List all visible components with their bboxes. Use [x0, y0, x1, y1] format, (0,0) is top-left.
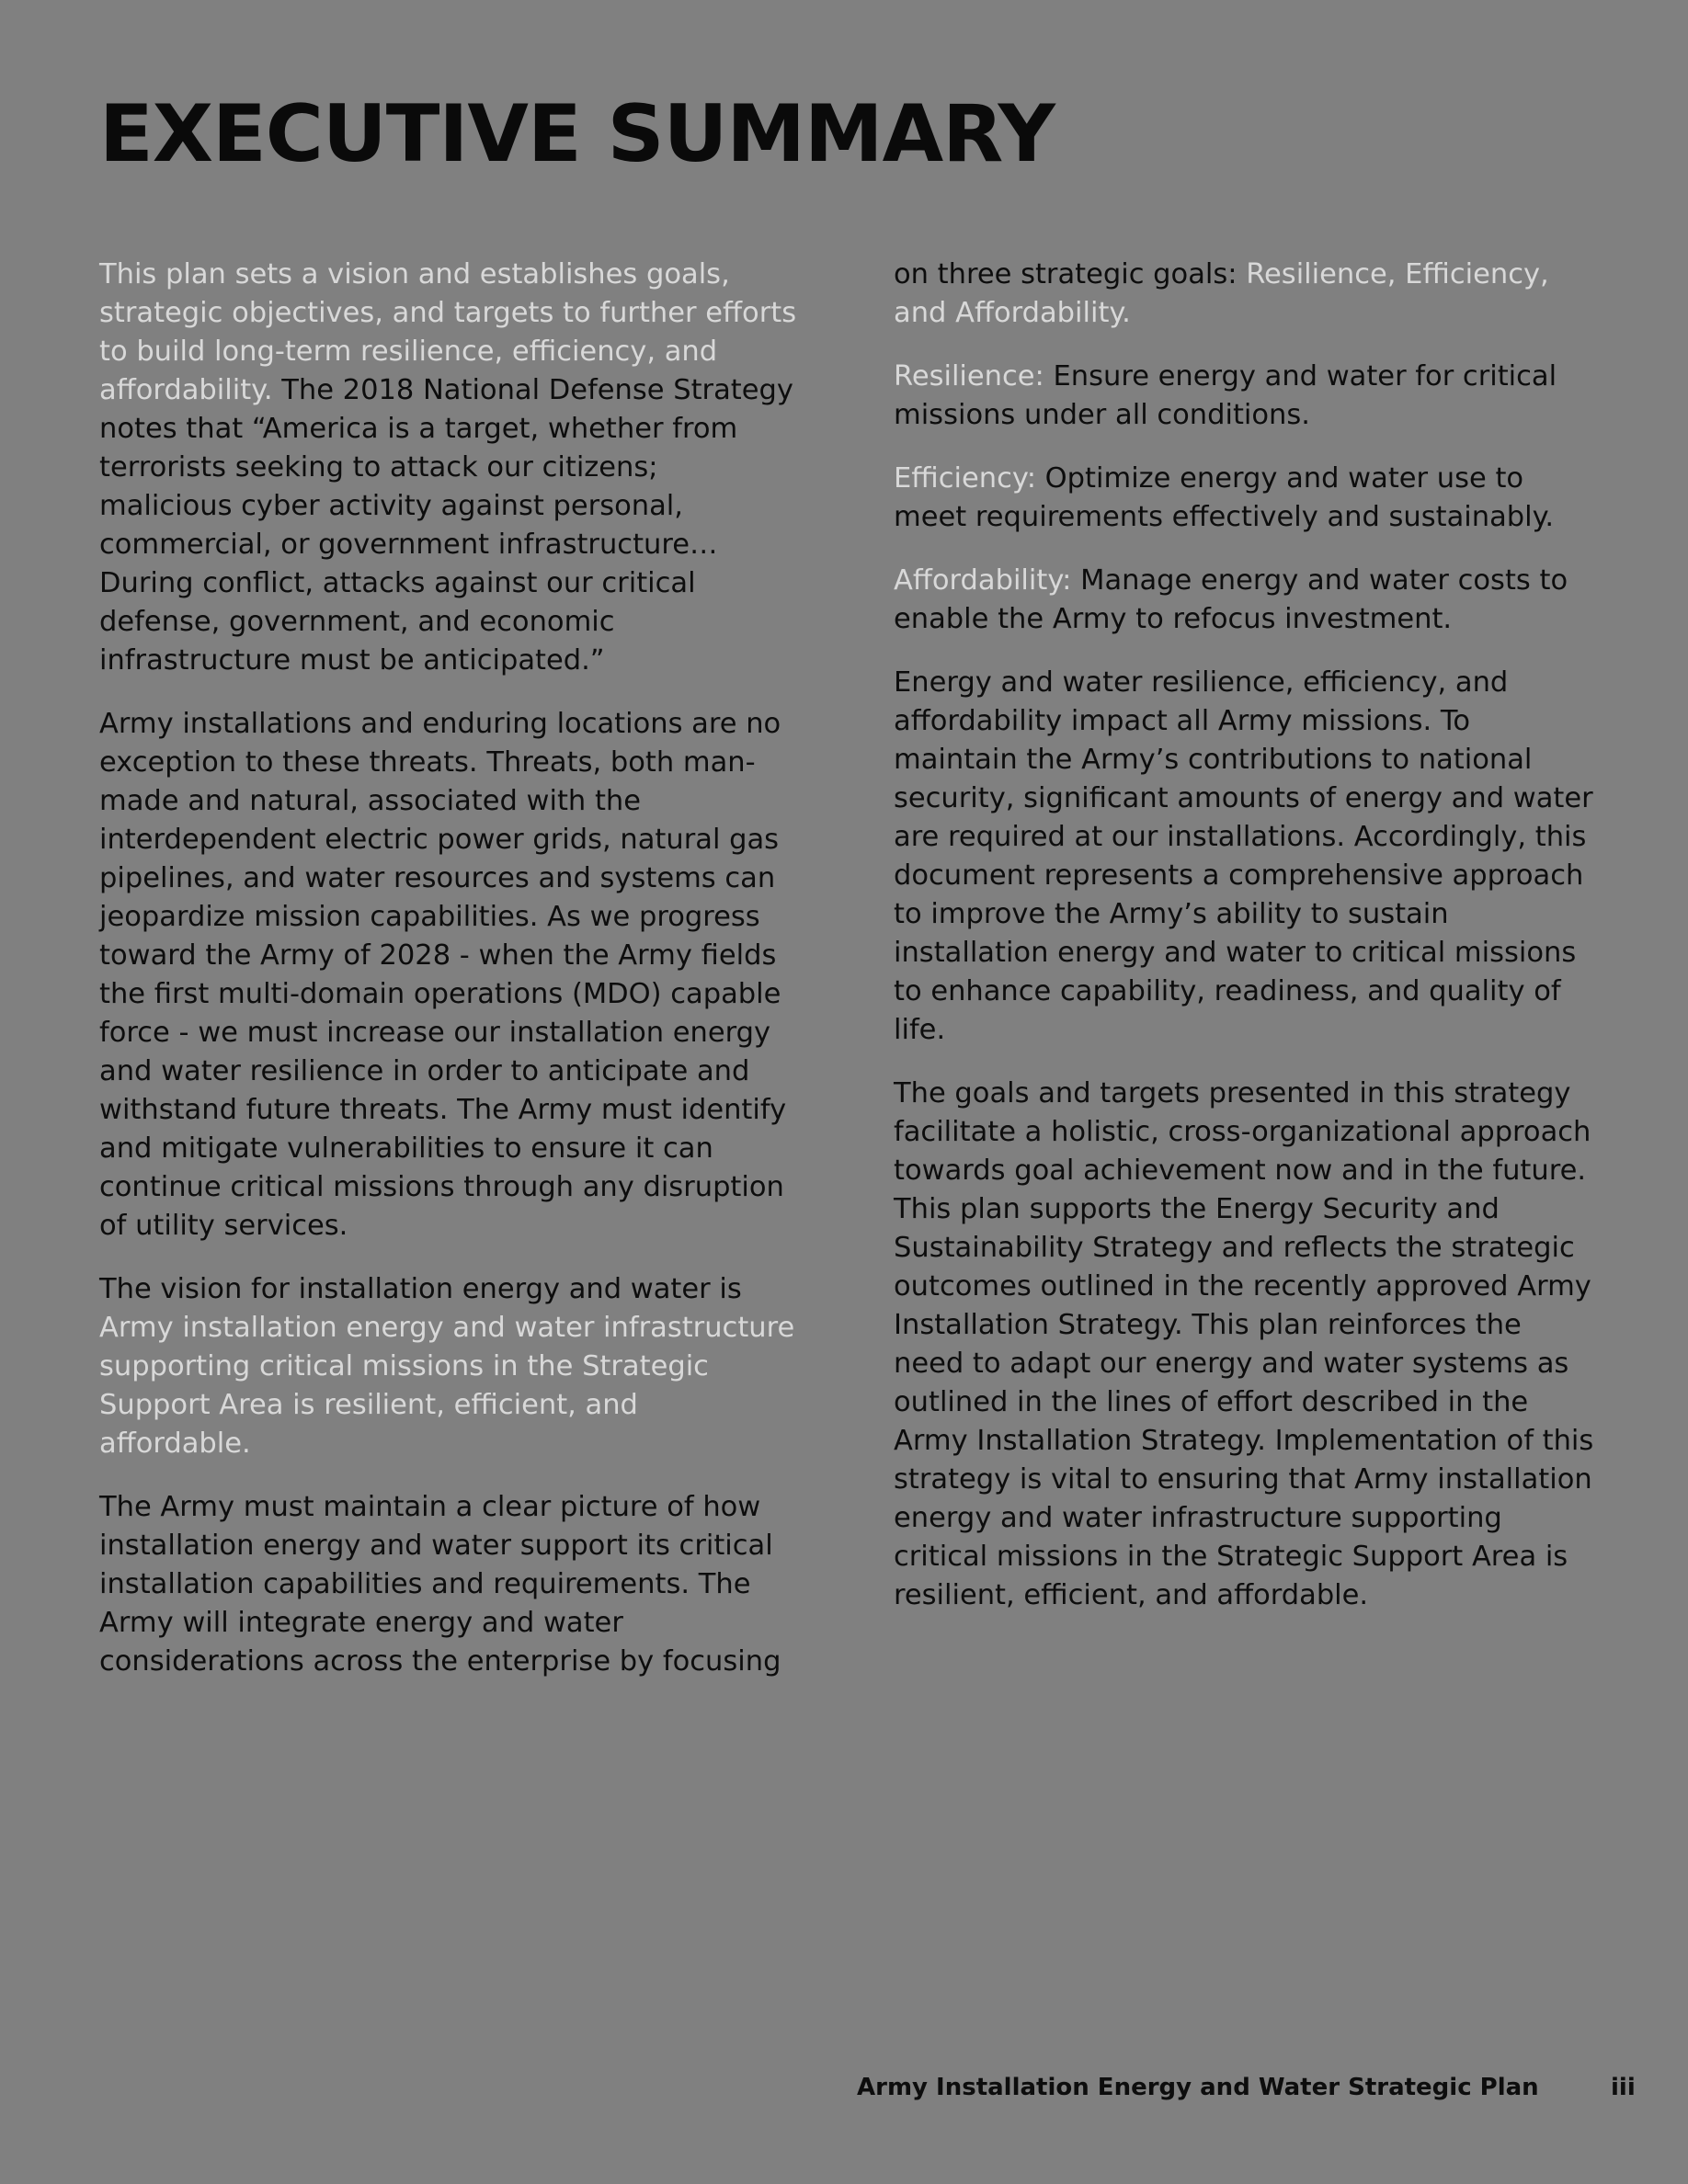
- intro-paragraph: [99, 256, 798, 680]
- goal-text: Ensure energy and water for critical missions under all conditions.: [894, 360, 1557, 431]
- goal-resilience: [894, 358, 1600, 435]
- right-column: [894, 256, 1600, 1640]
- page-number: iii: [1611, 2074, 1636, 2101]
- goal-label: Resilience:: [894, 360, 1044, 392]
- left-column: [99, 256, 798, 1706]
- vision-statement: Army installation energy and water infrastructure supporting critical missions in the Strategic Support Area is resilient, efficient, and affordable.: [99, 1312, 795, 1460]
- goals-intro-highlight: Resilience, Efficiency, and Affordability.: [894, 258, 1549, 329]
- page-title: EXECUTIVE SUMMARY: [99, 88, 1055, 180]
- intro-highlight: This plan sets a vision and establishes goals, strategic objectives, and targets to further efforts to build long-term resilience, efficiency, and affordability.: [99, 258, 797, 406]
- goals-intro-paragraph: [894, 256, 1600, 333]
- integration-paragraph: The Army must maintain a clear picture of how installation energy and water support its critical installation capabilities and requirements. The Army will integrate energy and water considerations across the enterprise by focusing: [99, 1491, 781, 1678]
- goal-text: Optimize energy and water use to meet requirements effectively and sustainably.: [894, 462, 1555, 533]
- goal-label: Affordability:: [894, 564, 1072, 597]
- impact-paragraph: Energy and water resilience, efficiency, and affordability impact all Army missions. To maintain the Army’s contributions to national security, significant amounts of energy and water are required at our installations. Accordingly, this document represents a comprehensive approach to improve the Army’s ability to sustain installation energy and water to critical missions to enhance capability, readiness, and quality of life.: [894, 666, 1593, 1046]
- strategy-paragraph: The goals and targets presented in this strategy facilitate a holistic, cross-organizational approach towards goal achievement now and in the future. This plan supports the Energy Security and Sustainability Strategy and reflects the strategic outcomes outlined in the recently approved Army Installation Strategy. This plan reinforces the need to adapt our energy and water systems as outlined in the lines of effort described in the Army Installation Strategy. Implementation of this strategy is vital to ensuring that Army installation energy and water infrastructure supporting critical missions in the Strategic Support Area is resilient, efficient, and affordable.: [894, 1077, 1594, 1611]
- goals-intro-text: on three strategic goals:: [894, 258, 1247, 290]
- goal-text: Manage energy and water costs to enable the Army to refocus investment.: [894, 564, 1568, 635]
- vision-paragraph: [99, 1270, 798, 1463]
- goal-efficiency: [894, 460, 1600, 537]
- intro-text: The 2018 National Defense Strategy notes that “America is a target, whether from terrorists seeking to attack our citizens; malicious cyber activity against personal, commercial, or government infrastructure…During conflict, attacks against our critical defense, government, and economic infrastructure must be anticipated.”: [99, 374, 793, 677]
- vision-text: The vision for installation energy and water is: [99, 1273, 742, 1305]
- goal-label: Efficiency:: [894, 462, 1036, 495]
- goal-affordability: [894, 562, 1600, 639]
- footer-document-title: Army Installation Energy and Water Strategic Plan: [857, 2074, 1539, 2101]
- threats-paragraph: Army installations and enduring locations are no exception to these threats. Threats, both man-made and natural, associated with the interdependent electric power grids, natural gas pipelines, and water resources and systems can jeopardize mission capabilities. As we progress toward the Army of 2028 - when the Army fields the first multi-domain operations (MDO) capable force - we must increase our installation energy and water resilience in order to anticipate and withstand future threats. The Army must identify and mitigate vulnerabilities to ensure it can continue critical missions through any disruption of utility services.: [99, 708, 787, 1242]
